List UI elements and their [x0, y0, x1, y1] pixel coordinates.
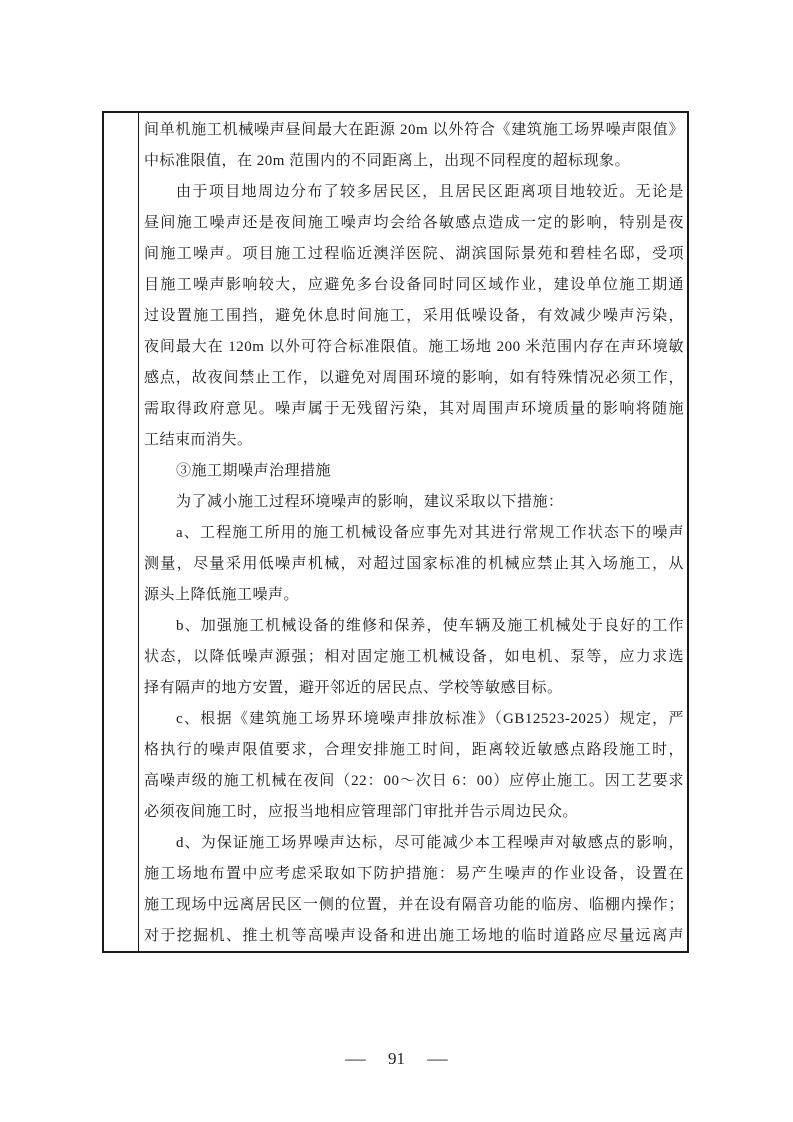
text-line: 感点，故夜间禁止工作，以避免对周围环境的影响，如有特殊情况必须工作， [144, 370, 684, 386]
text-line: 目施工噪声影响较大，应避免多台设备同时同区域作业，建设单位施工期通 [144, 277, 684, 293]
text-line: 工结束而消失。 [144, 432, 253, 448]
text-line: 为了减小施工过程环境噪声的影响，建议采取以下措施： [176, 494, 564, 510]
text-line: 测量，尽量采用低噪声机械，对超过国家标准的机械应禁止其入场施工，从 [144, 556, 684, 572]
footer-right-dash: — [427, 1049, 448, 1068]
page-footer [0, 1049, 793, 1069]
text-line: a、工程施工所用的施工机械设备应事先对其进行常规工作状态下的噪声 [176, 525, 684, 541]
text-line: 过设置施工围挡，避免休息时间施工，采用低噪设备，有效减少噪声污染， [144, 308, 684, 324]
text-line: 昼间施工噪声还是夜间施工噪声均会给各敏感点造成一定的影响，特别是夜 [144, 215, 684, 231]
report-table-cell [102, 111, 689, 953]
text-line: d、为保证施工场界噪声达标，尽可能减少本工程噪声对敏感点的影响， [176, 835, 684, 851]
text-line: 施工现场中远离居民区一侧的位置，并在设有隔音功能的临房、临棚内操作； [144, 897, 684, 913]
text-line: 高噪声级的施工机械在夜间（22：00～次日 6：00）应停止施工。因工艺要求 [144, 773, 684, 789]
text-line: 由于项目地周边分布了较多居民区，且居民区距离项目地较近。无论是 [176, 184, 684, 200]
text-line: c、根据《建筑施工场界环境噪声排放标准》（GB12523-2025）规定，严 [176, 711, 684, 727]
text-line: 间单机施工机械噪声昼间最大在距源 20m 以外符合《建筑施工场界噪声限值》 [144, 122, 684, 138]
text-line: 对于挖掘机、推土机等高噪声设备和进出施工场地的临时道路应尽量远离声 [144, 928, 684, 944]
text-line: 施工场地布置中应考虑采取如下防护措施：易产生噪声的作业设备，设置在 [144, 866, 684, 882]
text-line: 状态，以降低噪声源强；相对固定施工机械设备，如电机、泵等，应力求选 [144, 649, 684, 665]
text-line: b、加强施工机械设备的维修和保养，使车辆及施工机械处于良好的工作 [176, 618, 684, 634]
text-line: 必须夜间施工时，应报当地相应管理部门审批并告示周边民众。 [144, 804, 579, 820]
footer-left-dash: — [345, 1049, 366, 1068]
page-number: 91 [388, 1049, 405, 1068]
table-stub-column [104, 113, 139, 951]
text-line: 源头上降低施工噪声。 [144, 587, 300, 603]
text-line: 中标准限值，在 20m 范围内的不同距离上，出现不同程度的超标现象。 [144, 153, 631, 169]
text-line: 夜间最大在 120m 以外可符合标准限值。施工场地 200 米范围内存在声环境敏 [144, 339, 684, 355]
text-line: 间施工噪声。项目施工过程临近澳洋医院、湖滨国际景苑和碧桂名邸，受项 [144, 246, 684, 262]
text-line: 格执行的噪声限值要求，合理安排施工时间，距离较近敏感点路段施工时， [144, 742, 684, 758]
table-text-cell [139, 113, 687, 951]
text-line: 择有隔声的地方安置，避开邻近的居民点、学校等敏感目标。 [144, 680, 563, 696]
text-line: 需取得政府意见。噪声属于无残留污染，其对周围声环境质量的影响将随施 [144, 401, 684, 417]
text-line: ③施工期噪声治理措施 [176, 463, 332, 479]
